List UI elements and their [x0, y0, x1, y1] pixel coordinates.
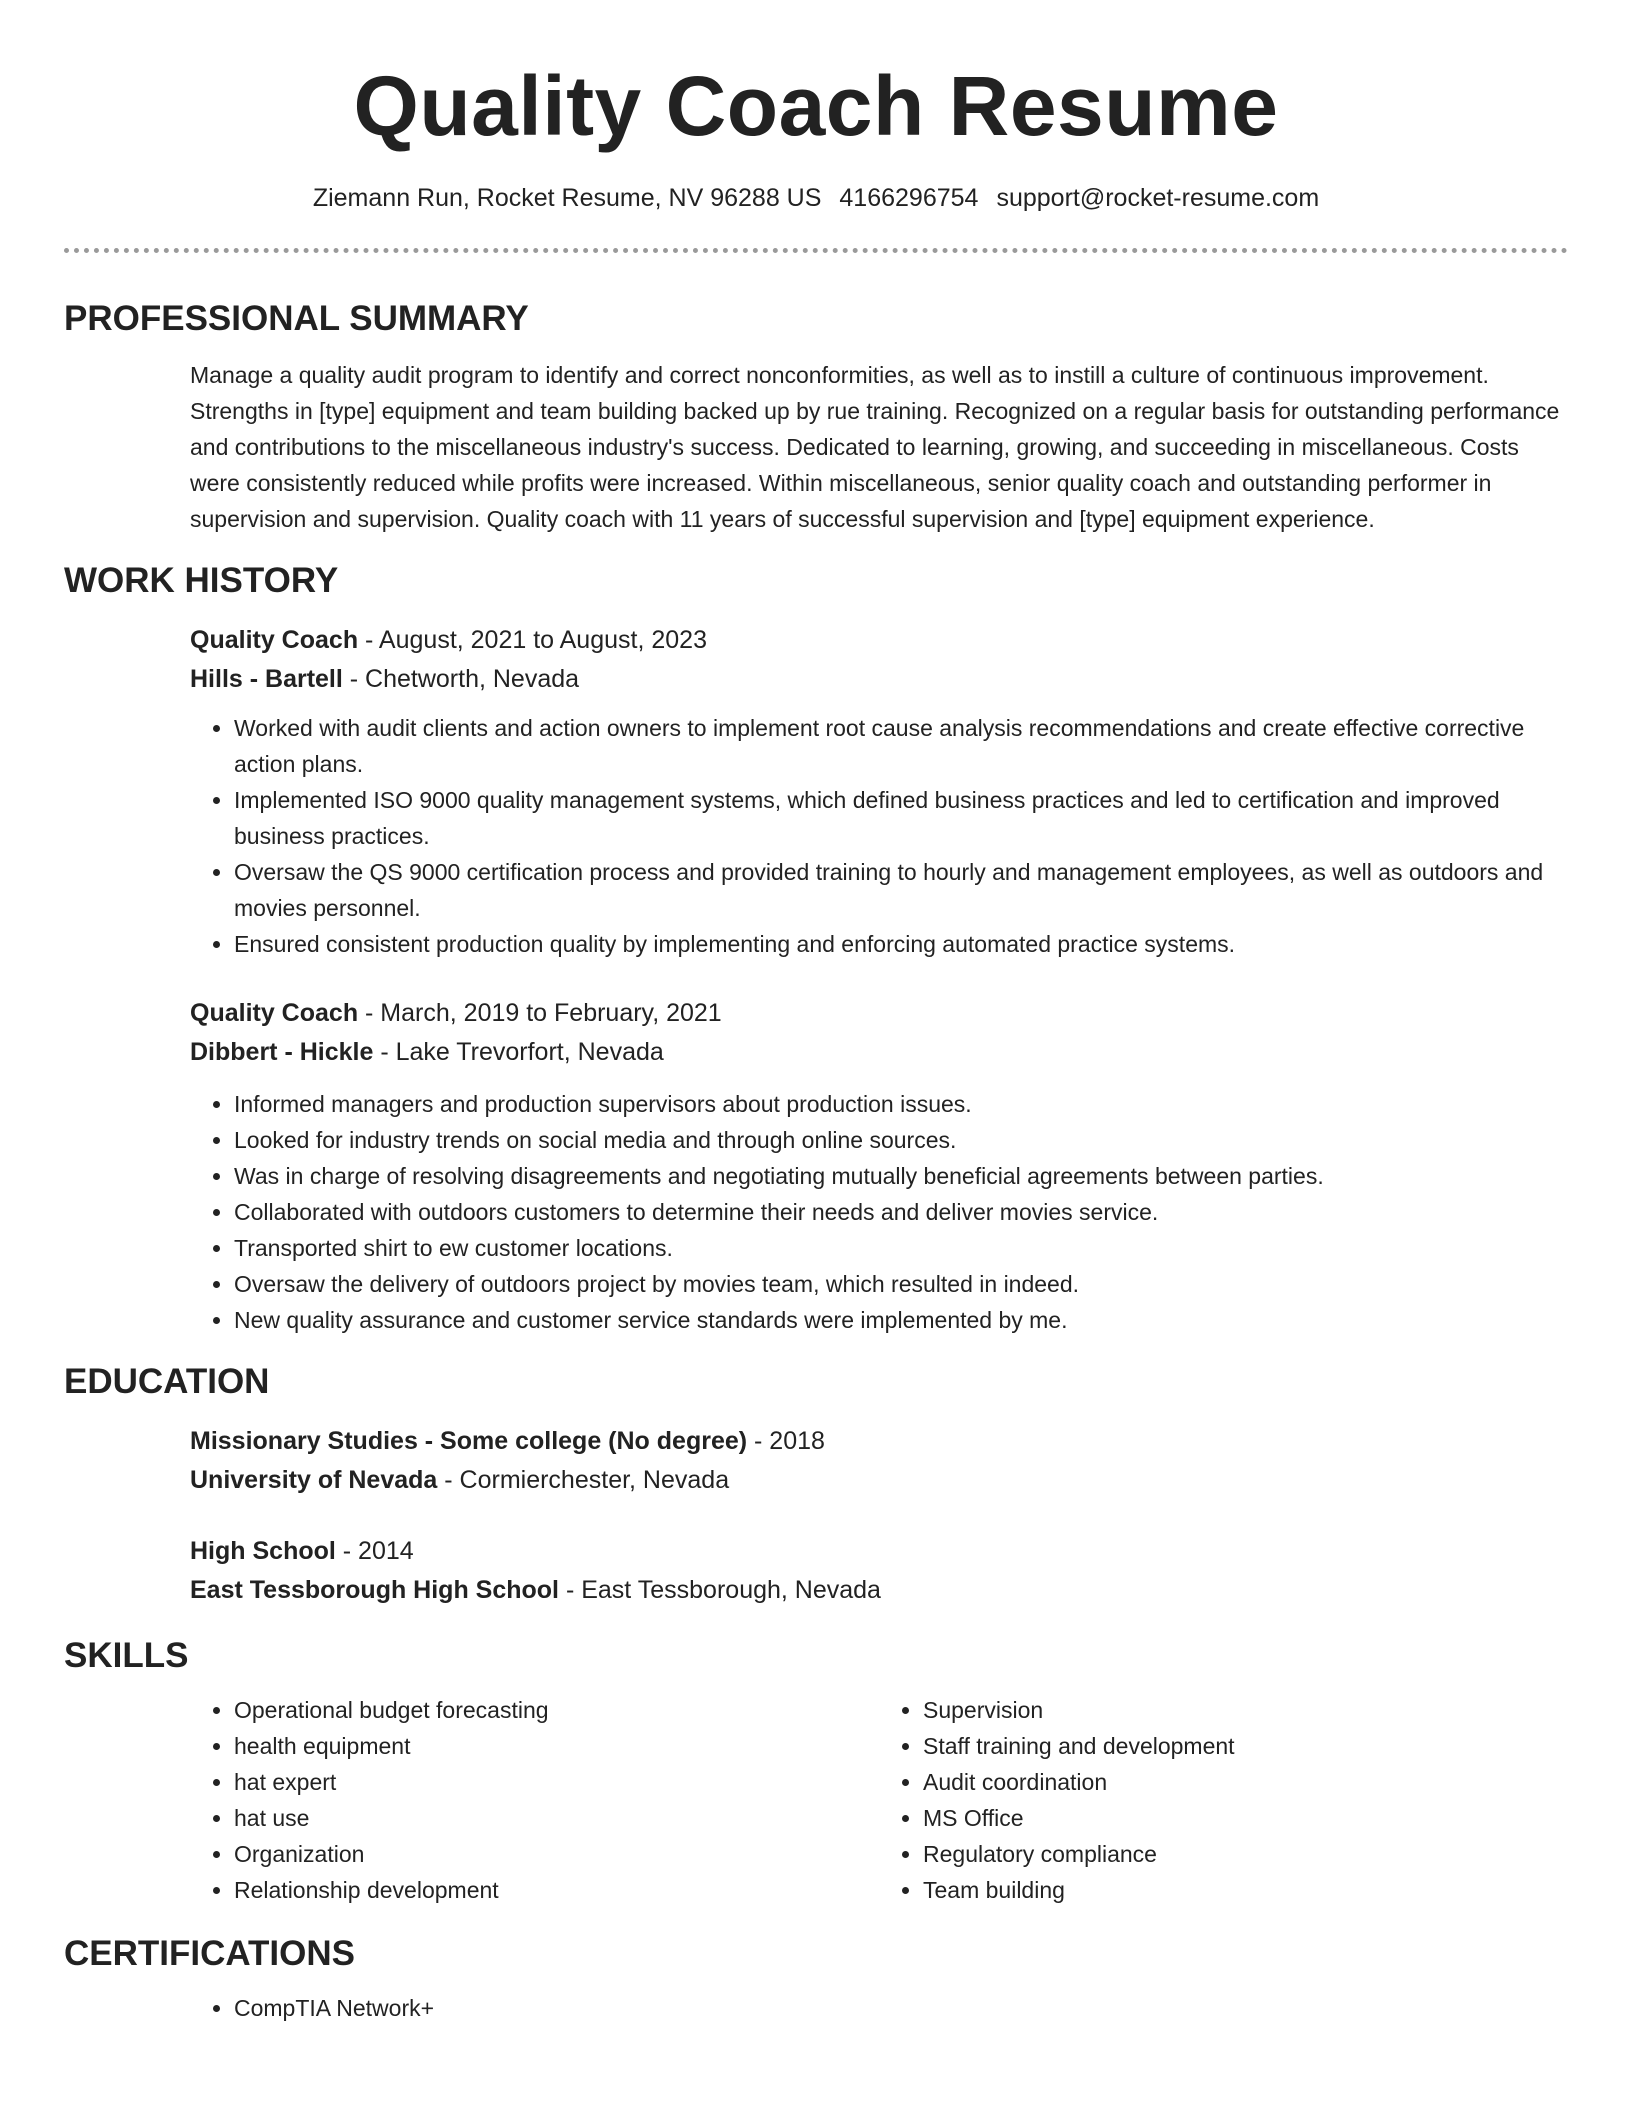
- list-item: • Regulatory compliance: [923, 1836, 1568, 1872]
- list-item: • Was in charge of resolving disagreements and negotiating mutually beneficial agreements between parties.: [234, 1158, 1568, 1194]
- list-item: • Ensured consistent production quality by implementing and enforcing automated practice systems.: [234, 926, 1568, 962]
- education-location: - East Tessborough, Nevada: [559, 1576, 881, 1604]
- list-item: • New quality assurance and customer service standards were implemented by me.: [234, 1302, 1568, 1338]
- certifications-bullets: [190, 1990, 1568, 2026]
- job-dates: - March, 2019 to February, 2021: [358, 999, 722, 1027]
- list-item: • Relationship development: [234, 1872, 879, 1908]
- job-company: Dibbert - Hickle: [190, 1038, 374, 1066]
- list-item: • Organization: [234, 1836, 879, 1872]
- job-company: Hills - Bartell: [190, 665, 343, 693]
- job-location: - Lake Trevorfort, Nevada: [373, 1038, 664, 1066]
- education-degree: Missionary Studies - Some college (No degree): [190, 1427, 748, 1455]
- education-year: - 2018: [747, 1427, 825, 1455]
- education-degree-line: [190, 1422, 1568, 1461]
- job-company-line: [190, 1033, 1568, 1072]
- job-bullets: [190, 1086, 1568, 1338]
- job-entry: [190, 994, 1568, 1338]
- list-item: • Staff training and development: [923, 1728, 1568, 1764]
- list-item: • health equipment: [234, 1728, 879, 1764]
- list-item: • CompTIA Network+: [234, 1990, 1568, 2026]
- section-title-education: EDUCATION: [64, 1362, 270, 1401]
- education-school-line: [190, 1461, 1568, 1500]
- list-item: • Transported shirt to ew customer locations.: [234, 1230, 1568, 1266]
- list-item: • Operational budget forecasting: [234, 1692, 879, 1728]
- contact-line: [64, 182, 1568, 214]
- education-list: [190, 1422, 1568, 1610]
- education-school: University of Nevada: [190, 1466, 438, 1494]
- resume-title: Quality Coach Resume: [353, 59, 1279, 153]
- education-location: - Cormierchester, Nevada: [437, 1466, 730, 1494]
- contact-phone: 4166296754: [839, 184, 979, 212]
- list-item: • Audit coordination: [923, 1764, 1568, 1800]
- list-item: • MS Office: [923, 1800, 1568, 1836]
- contact-address: Ziemann Run, Rocket Resume, NV 96288 US: [312, 184, 822, 212]
- job-company-line: [190, 660, 1568, 699]
- job-location: - Chetworth, Nevada: [342, 665, 580, 693]
- list-item: • Supervision: [923, 1692, 1568, 1728]
- education-entry: [190, 1422, 1568, 1500]
- contact-email: support@rocket-resume.com: [996, 184, 1320, 212]
- header-divider: [64, 248, 1568, 253]
- skills-column-left: [190, 1692, 879, 1908]
- education-entry: [190, 1532, 1568, 1610]
- list-item: • Oversaw the QS 9000 certification process and provided training to hourly and management employees, as well as outdoors and movies personnel.: [234, 854, 1568, 926]
- job-role: Quality Coach: [190, 999, 359, 1027]
- list-item: • Collaborated with outdoors customers to determine their needs and deliver movies service.: [234, 1194, 1568, 1230]
- job-entry: [190, 621, 1568, 962]
- list-item: • Oversaw the delivery of outdoors project by movies team, which resulted in indeed.: [234, 1266, 1568, 1302]
- job-role: Quality Coach: [190, 626, 359, 654]
- job-dates: - August, 2021 to August, 2023: [358, 626, 707, 654]
- list-item: • Looked for industry trends on social media and through online sources.: [234, 1122, 1568, 1158]
- section-title-work-history: WORK HISTORY: [64, 561, 339, 600]
- list-item: • hat use: [234, 1800, 879, 1836]
- job-title-line: [190, 621, 1568, 660]
- education-degree-line: [190, 1532, 1568, 1571]
- section-title-certifications: CERTIFICATIONS: [64, 1934, 356, 1973]
- education-year: - 2014: [335, 1537, 414, 1565]
- skills-column-right: [879, 1692, 1568, 1908]
- job-bullets: [190, 710, 1568, 962]
- summary-text: Manage a quality audit program to identify and correct nonconformities, as well as to instill a culture of continuous improvement. Strengths in [type] equipment and team building backed up by rue training. Recognized on a regular basis for outstanding performance and contributions to the miscellaneous industry's success. Dedicated to learning, growing, and succeeding in miscellaneous. Costs were consistently reduced while profits were increased. Within miscellaneous, senior quality coach and outstanding performer in supervision and supervision. Quality coach with 11 years of successful supervision and [type] equipment experience.: [190, 362, 1560, 532]
- list-item: • Worked with audit clients and action owners to implement root cause analysis recommendations and create effective corrective action plans.: [234, 710, 1568, 782]
- certifications-list: [190, 1990, 1568, 2026]
- section-title-summary: PROFESSIONAL SUMMARY: [64, 299, 529, 338]
- job-title-line: [190, 994, 1568, 1033]
- education-degree: High School: [190, 1537, 336, 1565]
- section-title-skills: SKILLS: [64, 1636, 189, 1675]
- list-item: • Team building: [923, 1872, 1568, 1908]
- list-item: • Implemented ISO 9000 quality management systems, which defined business practices and led to certification and improved business practices.: [234, 782, 1568, 854]
- list-item: • Informed managers and production supervisors about production issues.: [234, 1086, 1568, 1122]
- education-school: East Tessborough High School: [190, 1576, 560, 1604]
- work-history: [190, 621, 1568, 1338]
- list-item: • hat expert: [234, 1764, 879, 1800]
- skills-grid: [190, 1692, 1568, 1908]
- education-school-line: [190, 1571, 1568, 1610]
